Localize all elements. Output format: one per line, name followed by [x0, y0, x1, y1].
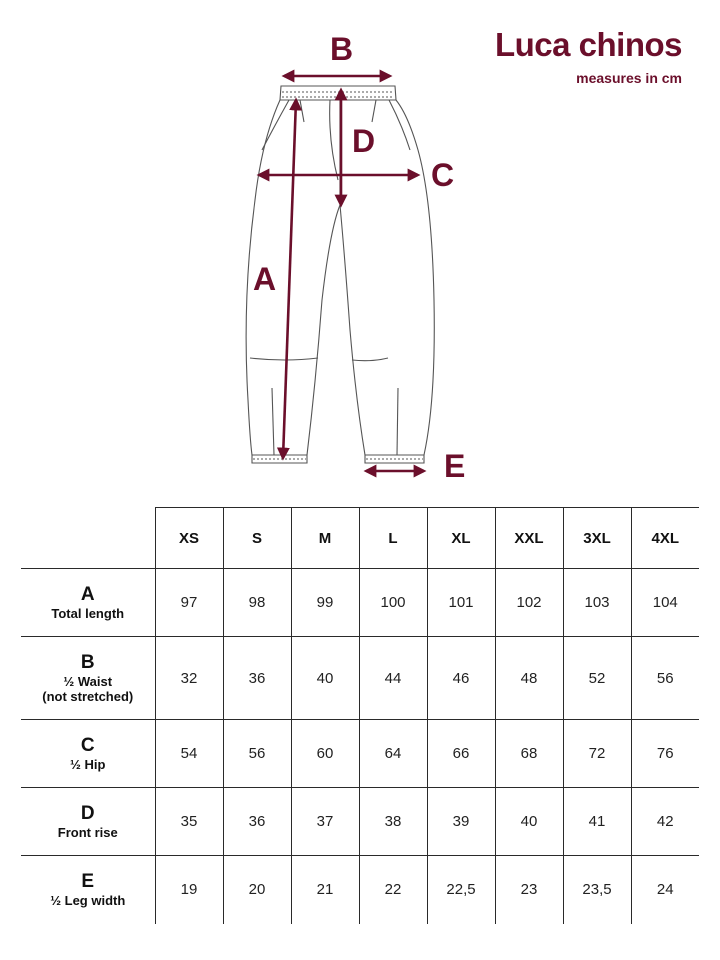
row-label: ½ Hip [70, 757, 106, 772]
table-cell: 103 [563, 569, 631, 637]
size-header: L [359, 508, 427, 569]
table-cell: 36 [223, 637, 291, 720]
label-a: A [253, 261, 277, 297]
size-header: M [291, 508, 359, 569]
size-header: 3XL [563, 508, 631, 569]
table-cell: 23,5 [563, 856, 631, 924]
table-cell: 32 [155, 637, 223, 720]
table-cell: 21 [291, 856, 359, 924]
table-cell: 76 [631, 720, 699, 788]
table-cell: 19 [155, 856, 223, 924]
row-header [21, 856, 155, 924]
table-cell: 41 [563, 788, 631, 856]
table-cell: 72 [563, 720, 631, 788]
table-row [21, 856, 699, 924]
table-cell: 60 [291, 720, 359, 788]
label-e: E [444, 448, 466, 484]
table-cell: 64 [359, 720, 427, 788]
table-cell: 99 [291, 569, 359, 637]
table-cell: 37 [291, 788, 359, 856]
row-letter: C [80, 735, 95, 756]
page-title: Luca chinos [494, 26, 682, 63]
row-letter: E [81, 871, 95, 893]
table-cell: 48 [495, 637, 563, 720]
table-cell: 100 [359, 569, 427, 637]
row-header [21, 788, 155, 856]
size-header: 4XL [631, 508, 699, 569]
table-cell: 52 [563, 637, 631, 720]
table-cell: 56 [631, 637, 699, 720]
table-cell: 54 [155, 720, 223, 788]
table-cell: 101 [427, 569, 495, 637]
table-cell: 23 [495, 856, 563, 924]
table-cell: 98 [223, 569, 291, 637]
row-label: Total length [51, 606, 125, 621]
size-header: XXL [495, 508, 563, 569]
table-cell: 46 [427, 637, 495, 720]
size-header: S [223, 508, 291, 569]
label-b: B [330, 31, 354, 67]
row-label: ½ Waist [63, 674, 113, 689]
table-cell: 68 [495, 720, 563, 788]
table-cell: 22 [359, 856, 427, 924]
table-cell: 40 [495, 788, 563, 856]
units-subtitle: measures in cm [576, 70, 682, 86]
table-cell: 104 [631, 569, 699, 637]
table-cell: 97 [155, 569, 223, 637]
table-cell: 44 [359, 637, 427, 720]
measure-line-a [283, 100, 296, 458]
size-header-row [21, 508, 699, 569]
row-label: ½ Leg width [50, 893, 126, 909]
table-cell: 24 [631, 856, 699, 924]
size-header: XS [155, 508, 223, 569]
table-cell: 40 [291, 637, 359, 720]
row-header [21, 637, 155, 720]
table-cell: 38 [359, 788, 427, 856]
table-cell: 20 [223, 856, 291, 924]
table-cell: 42 [631, 788, 699, 856]
table-row [21, 569, 699, 637]
table-cell: 39 [427, 788, 495, 856]
row-letter: D [80, 803, 95, 824]
table-row [21, 637, 699, 720]
table-cell: 56 [223, 720, 291, 788]
label-c: C [431, 157, 455, 193]
row-letter: B [80, 652, 95, 673]
row-label: Front rise [57, 825, 118, 840]
size-table [21, 507, 699, 924]
label-d: D [352, 123, 376, 159]
table-cell: 35 [155, 788, 223, 856]
table-cell: 102 [495, 569, 563, 637]
size-header: XL [427, 508, 495, 569]
table-cell: 36 [223, 788, 291, 856]
table-cell: 66 [427, 720, 495, 788]
row-header [21, 720, 155, 788]
measure-lines [259, 76, 424, 471]
table-row [21, 788, 699, 856]
header-corner [21, 508, 155, 569]
table-cell: 22,5 [427, 856, 495, 924]
table-row [21, 720, 699, 788]
row-header [21, 569, 155, 637]
row-letter: A [80, 584, 95, 605]
row-label-extra: (not stretched) [42, 689, 134, 704]
